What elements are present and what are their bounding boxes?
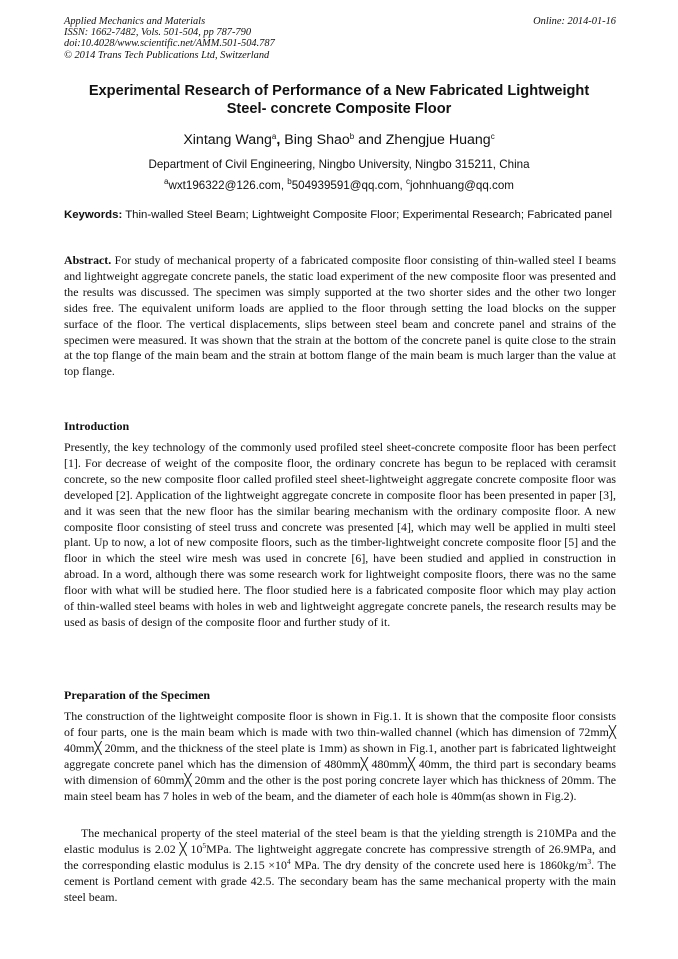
author-list (40, 131, 638, 149)
email-link[interactable]: johnhuang@qq.com (409, 179, 514, 192)
title-line-2: Steel- concrete Composite Floor (226, 101, 452, 117)
exponent: 3 (587, 856, 592, 866)
abstract-text: For study of mechanical property of a fabricated composite floor consisting of thin-walled steel I beams and lightweight aggregate concrete panels, the static load experiment of the new composite floor was presented and the results was discussed. The specimen was simply supported at the two shorter sides and the other two longer sides free. The equivalent uniform loads are applied to the floor through setting the load blocks on the supper surface of the floor. The vertical displacements, slips between steel beam and concrete panel and strains of the specimen were measured. It was shown that the strain at the bottom of the concrete panel is quite close to the strain at the top flange of the main beam and the strain at bottom flange of the main beam is much larger than the value at top flange. (64, 253, 616, 379)
exponent: 4 (286, 856, 291, 866)
doi-line: doi:10.4028/www.scientific.net/AMM.501-504.787 (64, 38, 275, 50)
issn-line: ISSN: 1662-7482, Vols. 501-504, pp 787-790 (64, 27, 252, 39)
title-line-1: Experimental Research of Performance of a New Fabricated Lightweight (88, 83, 590, 99)
author-superscript: b (349, 132, 355, 141)
copyright-line: © 2014 Trans Tech Publications Ltd, Switzerland (64, 49, 270, 61)
author-emails (40, 179, 638, 193)
keywords-text: Thin-walled Steel Beam; Lightweight Composite Floor; Experimental Research; Fabricated panel (122, 209, 613, 221)
author-name: Xintang Wang (183, 132, 272, 148)
author-name: Zhengjue Huang (385, 132, 491, 148)
journal-name: Applied Mechanics and Materials (64, 16, 206, 27)
journal-header (64, 16, 616, 61)
email-superscript: b (287, 177, 292, 186)
preparation-paragraph-1: The construction of the lightweight composite floor is shown in Fig.1. It is shown that the composite floor consists of four parts, one is the main beam which is made with two thin-walled channel (which has dimension of 72mm╳ 40mm╳ 20mm, and the thickness of the steel plate is 1mm) as shown in Fig.1, another part is fabricated lightweight aggregate concrete panel which has the dimension of 480mm╳ 480mm╳ 40mm, the third part is secondary beams with dimension of 60mm╳ 20mm and the other is the post poring concrete layer which has thickness of 20mm. The main steel beam has 7 holes in web of the beam, and the diameter of each hole is 40mm(as shown in Fig.2). (64, 709, 616, 803)
paragraph-text: . The cement is Portland cement with grade 42.5. The secondary beam has the same mechanical property with the main steel beam. (64, 857, 616, 904)
email-superscript: c (405, 177, 410, 186)
introduction-paragraph: Presently, the key technology of the commonly used profiled steel sheet-concrete composite floor has been perfect [1]. For decrease of weight of the composite floor, the ordinary concrete has begun to be replaced with ceramsit concrete, so the new composite floor called profiled steel sheet-lightweight aggregate concrete composite floor was developed [2]. Application of the lightweight aggregate concrete in composite floor has been presented in paper [3], and it was seen that the new floor has the similar bearing mechanism with the ordinary composite floor. A new composite floor consisting of steel truss and concrete was presented [4], which may well be applied in multi steel plant. Up to now, a lot of new composite floors, such as the timber-lightweight concrete composite floor [5] and the floor in which the steel wire mesh was used in concrete [6], have been studied and applied in construction in abroad. In a word, although there was some research work for lightweight composite floors, there was no the same floor with what will be studied here. The floor studied here is a fabricated composite floor which may play action of thin-walled steel beams with holes in web and lightweight aggregate concrete panels, the research results may be used as basis of design of the composite floor and further study of it. (64, 440, 616, 629)
author-separator: and (354, 132, 386, 148)
abstract-label: Abstract. (64, 253, 112, 267)
exponent: 5 (202, 840, 207, 850)
paragraph-text: MPa. The dry density of the concrete used here is 1860kg/m (290, 857, 588, 872)
author-name: Bing Shao (284, 132, 350, 148)
paragraph-text: The mechanical property of the steel material of the steel beam is that the yielding strength is 210MPa and the elastic modulus is 2.02 ╳ 10 (64, 826, 616, 856)
author-superscript: a (271, 132, 277, 141)
email-superscript: a (164, 177, 169, 186)
abstract (64, 253, 616, 380)
section-heading-introduction: Introduction (64, 419, 130, 433)
email-link[interactable]: wxt196322@126.com, (168, 179, 288, 192)
keywords (64, 208, 616, 222)
section-heading-preparation: Preparation of the Specimen (64, 688, 211, 702)
online-date: Online: 2014-01-16 (533, 16, 616, 27)
keywords-label: Keywords: (64, 209, 123, 221)
paragraph-text: MPa. The lightweight aggregate concrete has compressive strength of 26.9MPa, and the corresponding elastic modulus is 2.15 ×10 (64, 841, 616, 872)
author-separator: , (276, 132, 285, 148)
email-link[interactable]: 504939591@qq.com, (291, 179, 406, 192)
affiliation: Department of Civil Engineering, Ningbo University, Ningbo 315211, China (148, 158, 530, 171)
paper-title (40, 82, 638, 118)
author-superscript: c (490, 132, 495, 141)
preparation-paragraph-2 (64, 826, 616, 906)
